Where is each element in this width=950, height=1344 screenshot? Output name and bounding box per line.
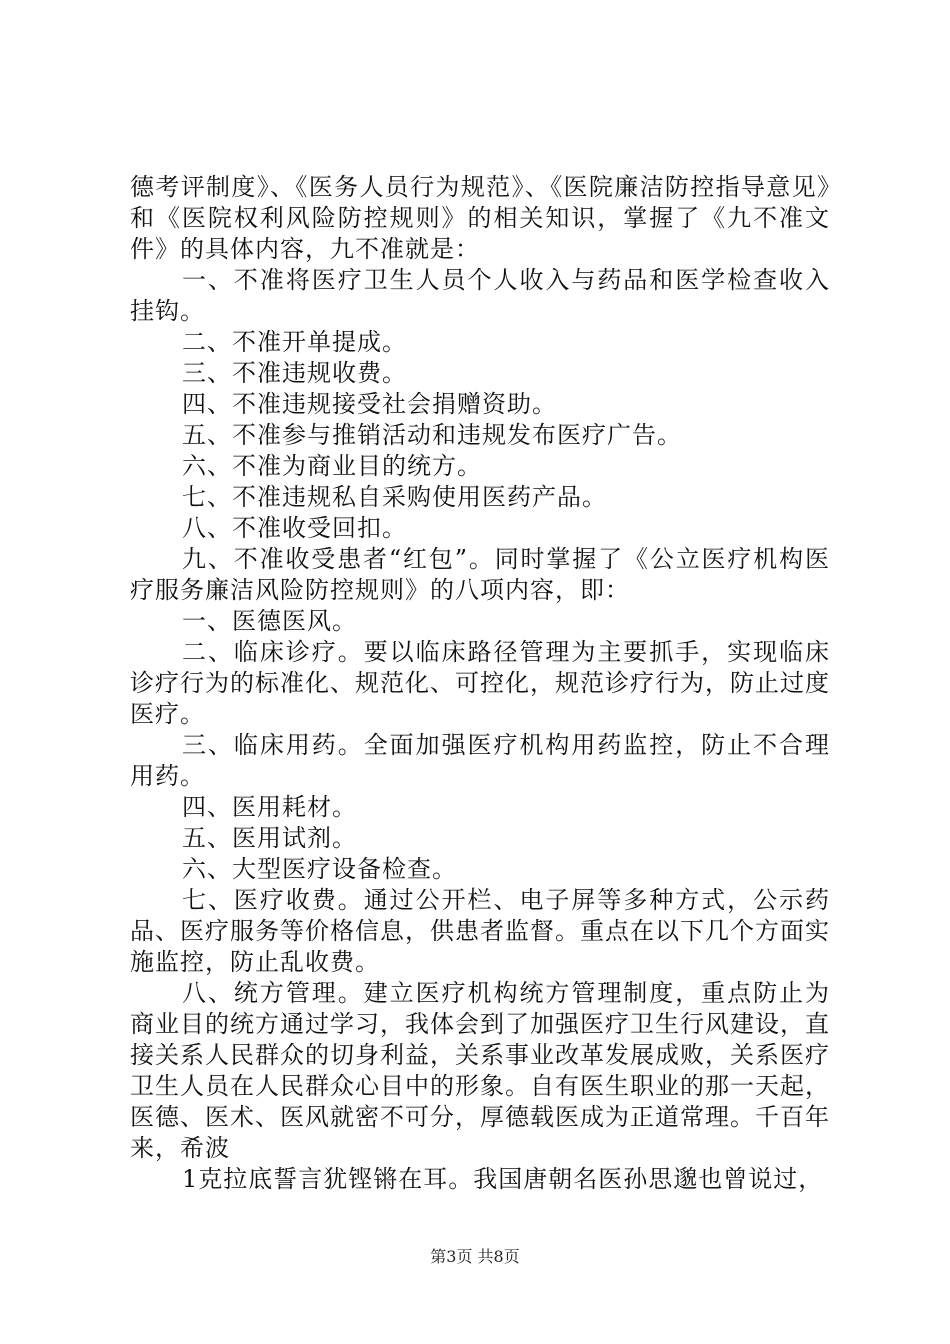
paragraph: 三、不准违规收费。 bbox=[182, 359, 407, 387]
page-number: 第3页 共8页 bbox=[430, 1247, 520, 1266]
paragraph: 四、不准违规接受社会捐赠资助。 bbox=[182, 390, 557, 418]
paragraph: 八、不准收受回扣。 bbox=[182, 514, 407, 542]
paragraph: 一、医德医风。 bbox=[182, 607, 357, 635]
paragraph: 三、临床用药。全面加强医疗机构用药监控，防止不合理用药。 bbox=[130, 731, 830, 790]
paragraph: 四、医用耗材。 bbox=[182, 793, 357, 821]
paragraph: 六、大型医疗设备检查。 bbox=[182, 855, 457, 883]
paragraph: 九、不准收受患者“红包”。同时掌握了《公立医疗机构医疗服务廉洁风险防控规则》的八项内容，即： bbox=[130, 545, 830, 604]
paragraph: 五、医用试剂。 bbox=[182, 824, 357, 852]
paragraph: 六、不准为商业目的统方。 bbox=[182, 452, 482, 480]
paragraph: 一、不准将医疗卫生人员个人收入与药品和医学检查收入挂钩。 bbox=[130, 266, 830, 325]
paragraph: 德考评制度》、《医务人员行为规范》、《医院廉洁防控指导意见》和《医院权利风险防控规则》的相关知识，掌握了《九不准文件》的具体内容，九不准就是： bbox=[130, 173, 830, 263]
page-footer bbox=[0, 1244, 950, 1267]
paragraph: 七、不准违规私自采购使用医药产品。 bbox=[182, 483, 607, 511]
paragraph: 二、不准开单提成。 bbox=[182, 328, 407, 356]
paragraph: 1克拉底誓言犹铿锵在耳。我国唐朝名医孙思邈也曾说过， bbox=[182, 1165, 824, 1193]
paragraph: 八、统方管理。建立医疗机构统方管理制度，重点防止为商业目的统方通过学习，我体会到了加强医疗卫生行风建设，直接关系人民群众的切身利益，关系事业改革发展成败，关系医疗卫生人员在人民群众心目中的形象。自有医生职业的那一天起，医德、医术、医风就密不可分，厚德载医成为正道常理。千百年来，希波 bbox=[130, 979, 830, 1162]
paragraph: 二、临床诊疗。要以临床路径管理为主要抓手，实现临床诊疗行为的标准化、规范化、可控化，规范诊疗行为，防止过度医疗。 bbox=[130, 638, 830, 728]
document-body bbox=[130, 172, 830, 1195]
paragraph: 七、医疗收费。通过公开栏、电子屏等多种方式，公示药品、医疗服务等价格信息，供患者监督。重点在以下几个方面实施监控，防止乱收费。 bbox=[130, 886, 830, 976]
paragraph: 五、不准参与推销活动和违规发布医疗广告。 bbox=[182, 421, 682, 449]
